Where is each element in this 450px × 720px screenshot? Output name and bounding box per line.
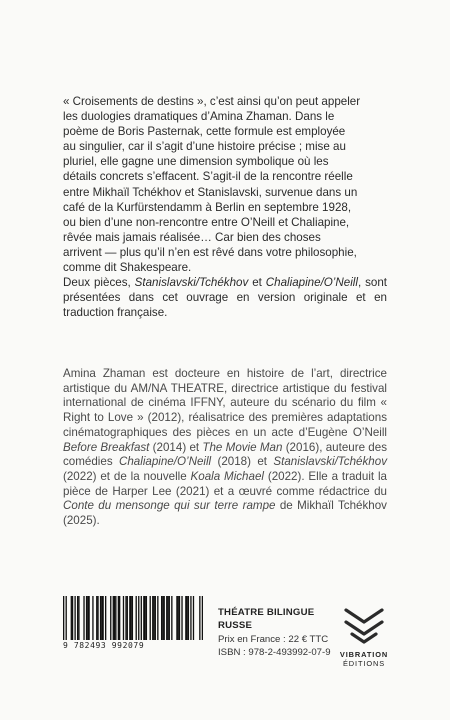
barcode-bar xyxy=(186,596,187,640)
barcode-bar xyxy=(185,596,186,640)
barcode-bar xyxy=(141,596,142,640)
publisher-sub: ÉDITIONS xyxy=(342,659,386,668)
barcode-bar xyxy=(161,596,162,640)
barcode-bar xyxy=(153,596,154,640)
price: Prix en France : 22 € TTC xyxy=(218,633,329,645)
bio-title: The Movie Man xyxy=(202,440,283,454)
barcode-bar xyxy=(144,596,145,640)
barcode-bar xyxy=(114,596,115,640)
barcode-bar xyxy=(190,596,191,640)
barcode-bar xyxy=(166,596,167,640)
description-line: poème de Boris Pasternak, cette formule est employée xyxy=(63,125,346,139)
piece-title-1: Stanislavski/Tchékhov xyxy=(134,276,249,290)
barcode-bar xyxy=(193,596,194,640)
barcode-bar xyxy=(130,596,131,640)
barcode-bar xyxy=(71,596,72,640)
barcode-bar xyxy=(146,596,147,640)
barcode-bar xyxy=(188,596,189,640)
book-info xyxy=(218,606,338,659)
barcode-bar xyxy=(169,596,170,640)
barcode-bar xyxy=(87,596,88,640)
barcode-bar xyxy=(96,596,97,640)
barcode-bar xyxy=(100,596,101,640)
barcode-bar xyxy=(155,596,156,640)
barcode-bar xyxy=(179,596,180,640)
bio-title: Koala Michael xyxy=(190,469,264,483)
description-line: comme dit Shakespeare. xyxy=(63,261,192,275)
bio-title: Before Breakfast xyxy=(63,440,150,454)
barcode-bar xyxy=(77,596,78,640)
barcode-bar xyxy=(178,596,179,640)
description-line: rêvée mais jamais réalisée… Car bien des choses xyxy=(63,230,321,244)
barcode-bar xyxy=(167,596,168,640)
piece-title-2: Chaliapine/O’Neill xyxy=(265,276,358,290)
description-line: entre Mikhaïl Tchékhov et Stanislavski, survenue dans un xyxy=(63,185,358,199)
barcode-bar xyxy=(119,596,120,640)
barcode-bar xyxy=(78,596,79,640)
bio-title: Stanislavski/Tchékhov xyxy=(273,455,387,469)
barcode-bar xyxy=(113,596,114,640)
description-line: au singulier, car il s’agit d’une histoire précise ; mise au xyxy=(63,140,346,154)
bio-text: (2018) et xyxy=(211,455,274,469)
barcode-bar xyxy=(157,596,158,640)
barcode-bar xyxy=(88,596,89,640)
description-line: les duologies dramatiques d’Amina Zhaman. Dans le xyxy=(63,110,335,124)
barcode-bar xyxy=(63,596,64,640)
barcode-bar xyxy=(115,596,116,640)
barcode-bar xyxy=(72,596,73,640)
bio-text: (2014) et xyxy=(149,440,203,454)
bio-text: Amina Zhaman est docteure en histoire de l’art, directrice artistique du AM/NA THEATRE, directrice artistique du festival international de cinéma IFFNY, auteure du scénario du film « Right to Love » (2012), réalisatrice des premières adaptations cinématographiques des pièces en un acte d’Eugène O’Neill xyxy=(63,367,387,439)
barcode-bar xyxy=(105,596,106,640)
pieces-and: et xyxy=(248,276,266,290)
bio-text: (2016), auteure des comédies xyxy=(63,440,387,469)
pieces-intro: Deux pièces, xyxy=(63,276,135,290)
barcode-bar xyxy=(162,596,163,640)
barcode-bar xyxy=(176,596,177,640)
barcode-bar xyxy=(171,596,172,640)
author-bio xyxy=(63,367,387,529)
publisher-logo-text xyxy=(334,650,394,668)
bio-text: (2022) et de la nouvelle xyxy=(63,469,191,483)
barcode-bar xyxy=(143,596,144,640)
barcode-bars xyxy=(63,596,203,640)
collection-name: THÉATRE BILINGUE RUSSE xyxy=(218,607,315,632)
barcode-bar xyxy=(138,596,139,640)
barcode-bar xyxy=(136,596,137,640)
barcode-bar xyxy=(164,596,165,640)
bio-title: Chaliapine/O’Neill xyxy=(118,455,212,469)
description-line: pluriel, elle gagne une dimension symbolique où les xyxy=(63,155,329,169)
description-line: détails concrets s’effacent. S’agit-il de la rencontre réelle xyxy=(63,170,353,184)
barcode-bar xyxy=(102,596,103,640)
barcode-bar xyxy=(202,596,203,640)
barcode-bar xyxy=(97,596,98,640)
barcode-bar xyxy=(150,596,151,640)
barcode-bar xyxy=(181,596,182,640)
barcode-bar xyxy=(83,596,84,640)
description-line: ou bien d’une non-rencontre entre O’Neill et Chaliapine, xyxy=(63,215,350,229)
barcode xyxy=(63,596,203,652)
barcode-bar xyxy=(92,596,93,640)
barcode-bar xyxy=(199,596,200,640)
barcode-bar xyxy=(123,596,124,640)
barcode-bar xyxy=(101,596,102,640)
pieces-rest: , sont présentées dans cet ouvrage en version originale et en traduction française. xyxy=(63,276,387,320)
barcode-bar xyxy=(86,596,87,640)
barcode-bar xyxy=(125,596,126,640)
bio-text: (2022). Elle a traduit la pièce de Harper Lee (2021) et a œuvré comme rédactrice du xyxy=(63,469,387,498)
barcode-bar xyxy=(152,596,153,640)
description-line: café de la Kurfürstendamm à Berlin en septembre 1928, xyxy=(63,200,352,214)
barcode-bar xyxy=(127,596,128,640)
book-description xyxy=(63,94,387,320)
bio-text: de Mikhaïl Tchékhov (2025). xyxy=(63,499,387,528)
barcode-bar xyxy=(74,596,75,640)
barcode-bar xyxy=(129,596,130,640)
barcode-bar xyxy=(110,596,111,640)
barcode-number: 9 782493 992079 xyxy=(63,641,145,650)
barcode-bar xyxy=(118,596,119,640)
isbn: ISBN : 978-2-493992-07-9 xyxy=(218,646,331,658)
barcode-bar xyxy=(66,596,67,640)
barcode-bar xyxy=(132,596,133,640)
bio-title: Conte du mensonge qui sur terre rampe xyxy=(63,499,276,513)
publisher-name: VIBRATION xyxy=(339,650,389,659)
description-line: « Croisements de destins », c’est ainsi qu’on peut appeler xyxy=(63,95,361,108)
description-line: arrivent — plus qu’il n’en est rêvé dans votre philosophie, xyxy=(63,245,357,259)
